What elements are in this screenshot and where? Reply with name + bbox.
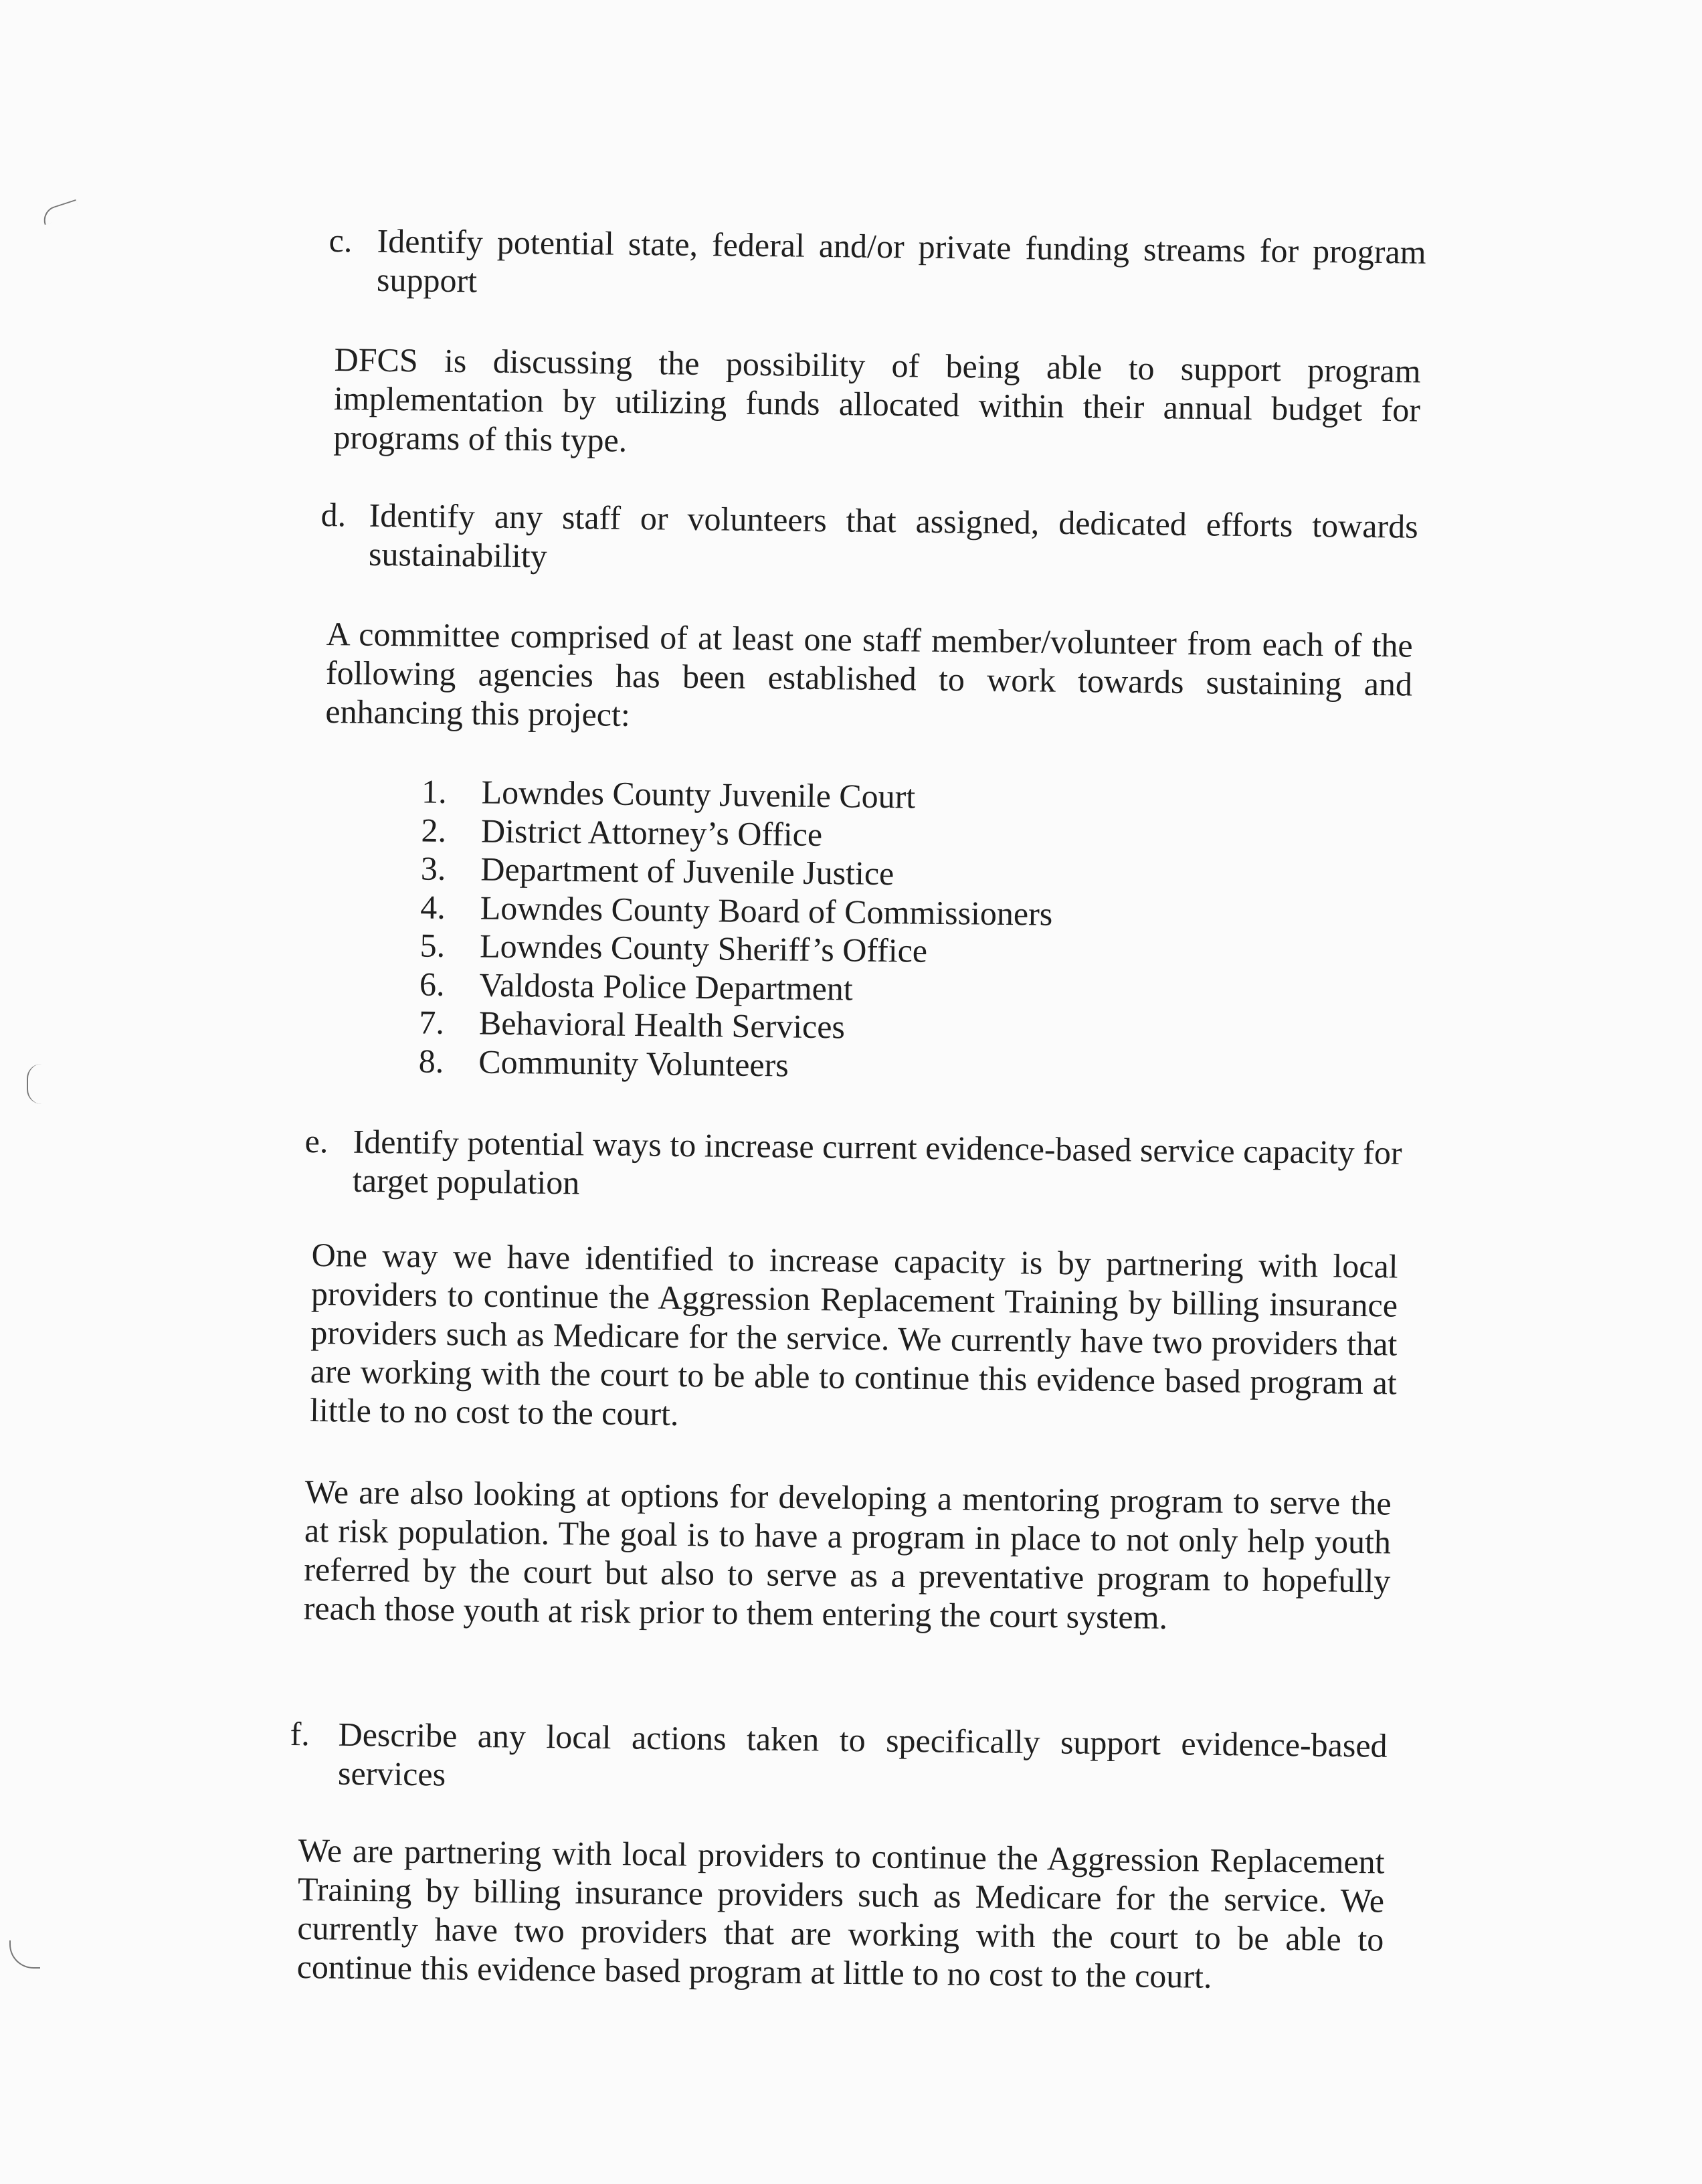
section-d-heading [320, 495, 1418, 585]
list-item-label: Lowndes County Board of Commissioners [480, 889, 1053, 933]
section-f-paragraph-block [296, 1831, 1384, 1998]
list-item-number: 2. [421, 811, 447, 849]
list-item-label: Lowndes County Sheriff’s Office [479, 927, 928, 970]
section-f-heading [290, 1714, 1388, 1804]
section-d-paragraph-block [325, 614, 1413, 743]
list-item-label: District Attorney’s Office [480, 812, 823, 853]
list-item-label: Community Volunteers [478, 1042, 789, 1084]
list-item-label: Lowndes County Juvenile Court [481, 773, 916, 816]
section-d-heading-text: Identify any staff or volunteers that assigned, dedicated efforts towards sustainability [368, 496, 1418, 575]
list-item-number: 8. [418, 1042, 444, 1080]
list-item-label: Behavioral Health Services [478, 1004, 846, 1046]
scan-mark-top [40, 199, 80, 225]
section-c-marker: c. [328, 221, 353, 260]
section-c-paragraph-1: DFCS is discussing the possibility of being able to support program implementation by utilizing funds allocated within their annual budget for programs of this type. [333, 340, 1421, 459]
list-item-number: 4. [420, 888, 446, 926]
list-item-label: Valdosta Police Department [479, 965, 854, 1008]
scan-mark-middle [27, 1064, 41, 1104]
section-f-heading-text: Describe any local actions taken to specifically support evidence-based services [337, 1715, 1388, 1793]
list-item-label: Department of Juvenile Justice [480, 850, 894, 893]
section-c-paragraph-block [333, 340, 1421, 468]
section-e-paragraph-1: One way we have identified to increase capacity is by partnering with local providers to continue the Aggression Replacement Training by billing insurance providers such as Medicare for the service. We currently have two providers that are working with the court to be able to continue this evidence based program at little to no cost to the court. [309, 1236, 1398, 1433]
scan-mark-bottom [9, 1940, 40, 1969]
list-item-number: 5. [419, 926, 446, 964]
list-item-number: 3. [420, 849, 446, 887]
section-c-heading-text: Identify potential state, federal and/or private funding streams for program support [376, 221, 1426, 300]
list-item-number: 7. [419, 1003, 445, 1041]
section-d-paragraph-1: A committee comprised of at least one staff member/volunteer from each of the following agencies has been established to work towards sustaining and enhancing this project: [325, 614, 1413, 733]
section-e-paragraph-block-1 [310, 1235, 1398, 1441]
section-f-paragraph-1: We are partnering with local providers to continue the Aggression Replacement Training by billing insurance providers such as Medicare for the service. We currently have two providers that are working with the court to be able to continue this evidence based program at little to no cost to the court. [296, 1831, 1385, 1995]
section-d-marker: d. [320, 495, 347, 534]
list-item-number: 1. [421, 772, 447, 810]
section-e-marker: e. [304, 1122, 328, 1160]
section-e-heading [304, 1121, 1402, 1211]
list-item [385, 1041, 1188, 1088]
section-f-marker: f. [290, 1715, 310, 1753]
section-c-heading [328, 221, 1426, 310]
list-item-number: 6. [419, 965, 445, 1003]
section-e-paragraph-2: We are also looking at options for developing a mentoring program to serve the at risk population. The goal is to have a program in place to not only help youth referred by the court but also to serve as a preventative program to hopefully reach those youth at risk prior to them entering the court system. [303, 1473, 1392, 1636]
section-e-heading-text: Identify potential ways to increase current evidence-based service capacity for target population [352, 1122, 1402, 1202]
section-e-paragraph-block-2 [303, 1472, 1391, 1639]
agency-list [385, 772, 1191, 1089]
